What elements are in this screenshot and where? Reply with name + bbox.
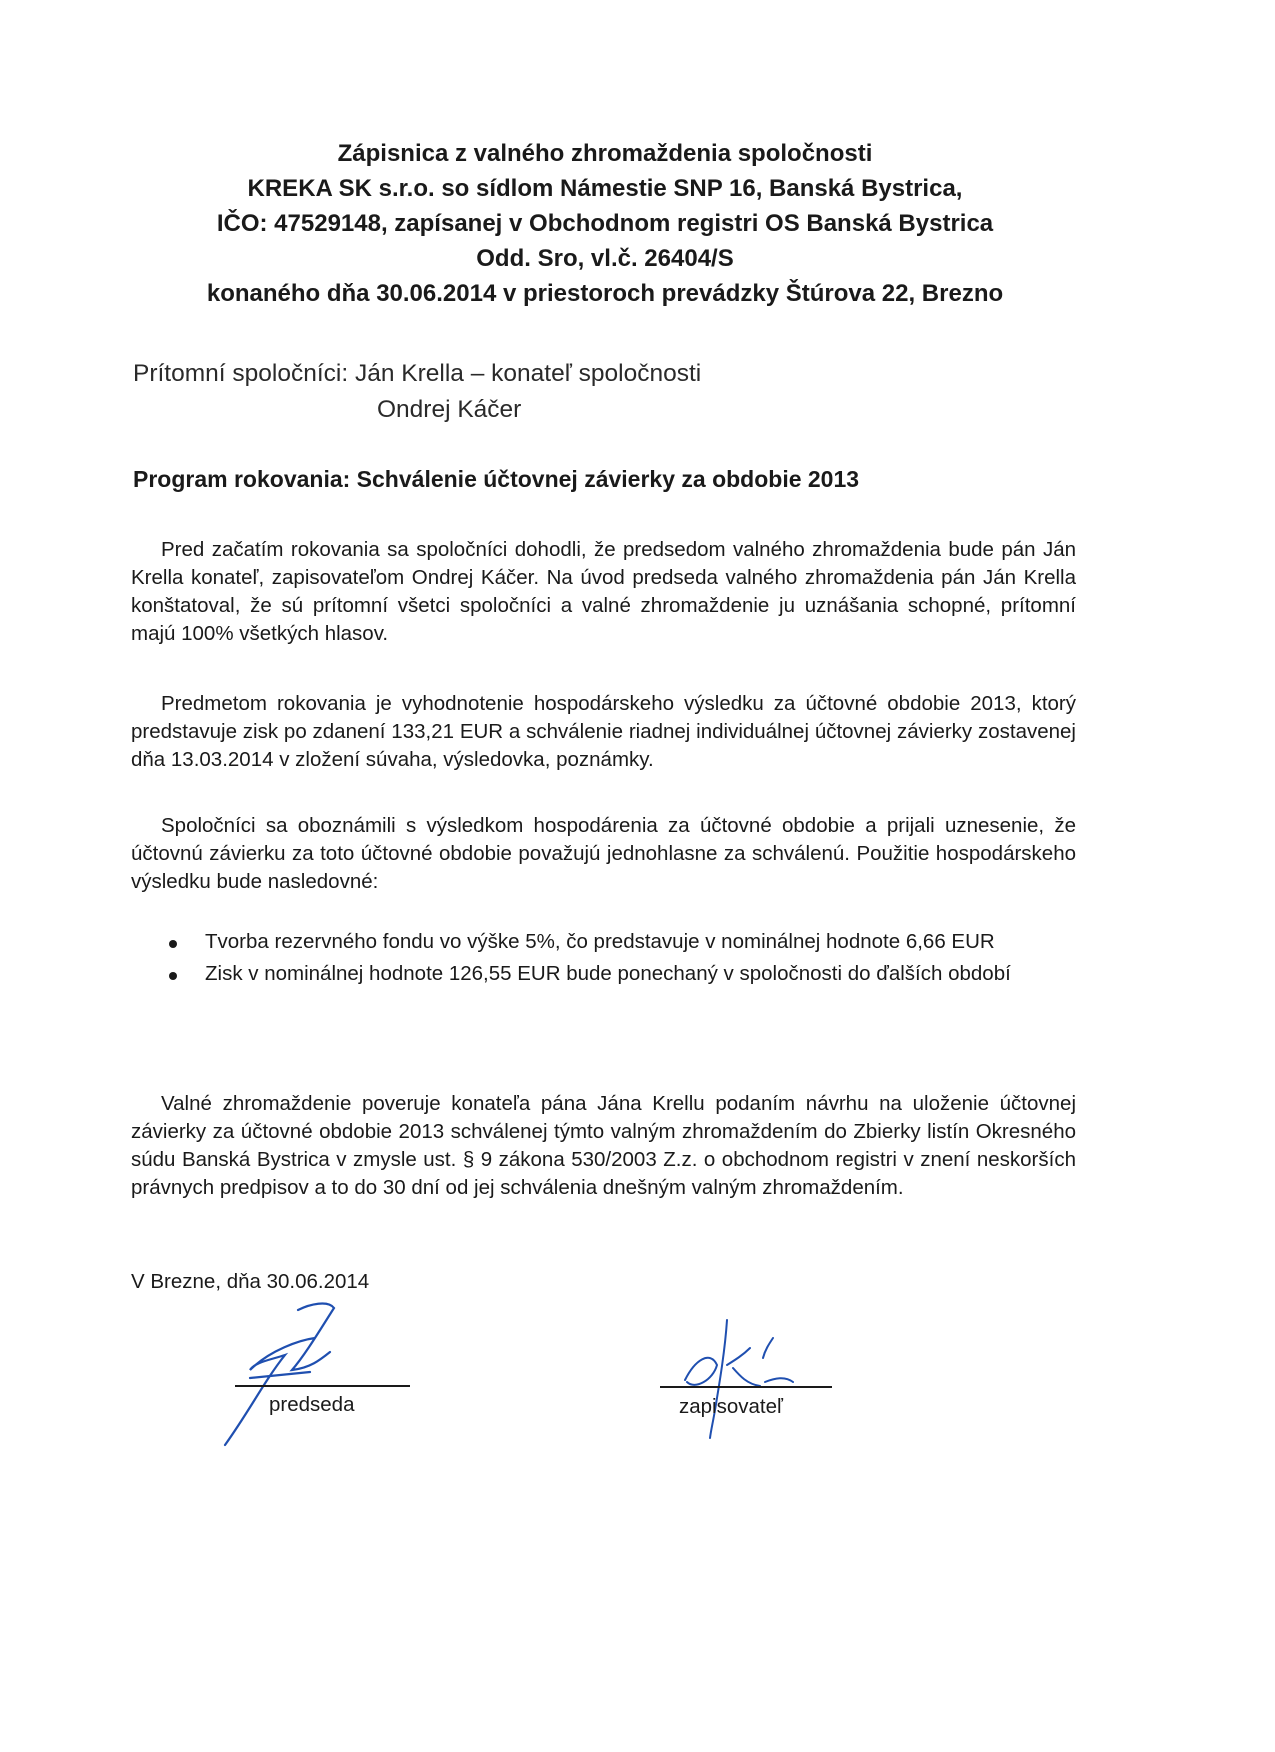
bullet-text: Zisk v nominálnej hodnote 126,55 EUR bude ponechaný v spoločnosti do ďalších období [205,962,1011,985]
chairman-signature-line [235,1385,410,1387]
bullet-icon [169,972,177,980]
chairman-signature-icon [210,1300,410,1450]
list-item [131,960,1076,988]
paragraph-3: Spoločníci sa oboznámili s výsledkom hospodárenia za účtovné obdobie a prijali uznesenie, že účtovnú závierku za toto účtovné obdobie považujú jednohlasne za schválenú. Použitie hospodárskeho výsledku bude nasledovné: [131,814,1076,893]
title-line-5: konaného dňa 30.06.2014 v priestoroch prevádzky Štúrova 22, Brezno [206,280,1004,307]
bullet-text: Tvorba rezervného fondu vo výške 5%, čo predstavuje v nominálnej hodnote 6,66 EUR [205,930,995,953]
program-heading: Program rokovania: Schválenie účtovnej závierky za obdobie 2013 [133,466,860,492]
bullet-icon [169,940,177,948]
title-line-3: IČO: 47529148, zapísanej v Obchodnom registri OS Banská Bystrica [216,210,994,237]
present-line-2: Ondrej Káčer [377,396,522,423]
paragraph-4: Valné zhromaždenie poveruje konateľa pána Jána Krellu podaním návrhu na uloženie účtovnej závierky za účtovné obdobie 2013 schválenej týmto valným zhromaždením do Zbierky listín Okresného súdu Banská Bystrica v zmysle ust. § 9 zákona 530/2003 Z.z. o obchodnom registri v znení neskorších právnych predpisov a to do 30 dní od jej schválenia dnešným valným zhromaždením. [131,1092,1076,1199]
present-line-1: Prítomní spoločníci: Ján Krella – konateľ spoločnosti [133,360,702,387]
title-line-2: KREKA SK s.r.o. so sídlom Námestie SNP 16, Banská Bystrica, [247,175,963,202]
present-members [133,356,701,428]
paragraph-1: Pred začatím rokovania sa spoločníci dohodli, že predsedom valného zhromaždenia bude pán Ján Krella konateľ, zapisovateľom Ondrej Káčer. Na úvod predseda valného zhromaždenia pán Ján Krella konštatoval, že sú prítomní všetci spoločníci a valné zhromaždenie ju uznášania schopné, prítomní majú 100% všetkých hlasov. [131,538,1076,645]
recorder-signature-line [660,1386,832,1388]
title-line-1: Zápisnica z valného zhromaždenia spoločnosti [337,140,873,167]
paragraph-2: Predmetom rokovania je vyhodnotenie hospodárskeho výsledku za účtovné obdobie 2013, ktorý predstavuje zisk po zdanení 133,21 EUR a schválenie riadnej individuálnej účtovnej závierky zostavenej dňa 13.03.2014 v zložení súvaha, výsledovka, poznámky. [131,692,1076,771]
list-item [131,928,1076,956]
document-title [0,136,1210,311]
recorder-signature-icon [665,1310,825,1440]
chairman-label: predseda [269,1393,355,1416]
title-line-4: Odd. Sro, vl.č. 26404/S [476,245,734,272]
bullet-list [131,928,1076,992]
recorder-label: zapisovateľ [679,1395,783,1418]
place-date: V Brezne, dňa 30.06.2014 [131,1270,370,1293]
